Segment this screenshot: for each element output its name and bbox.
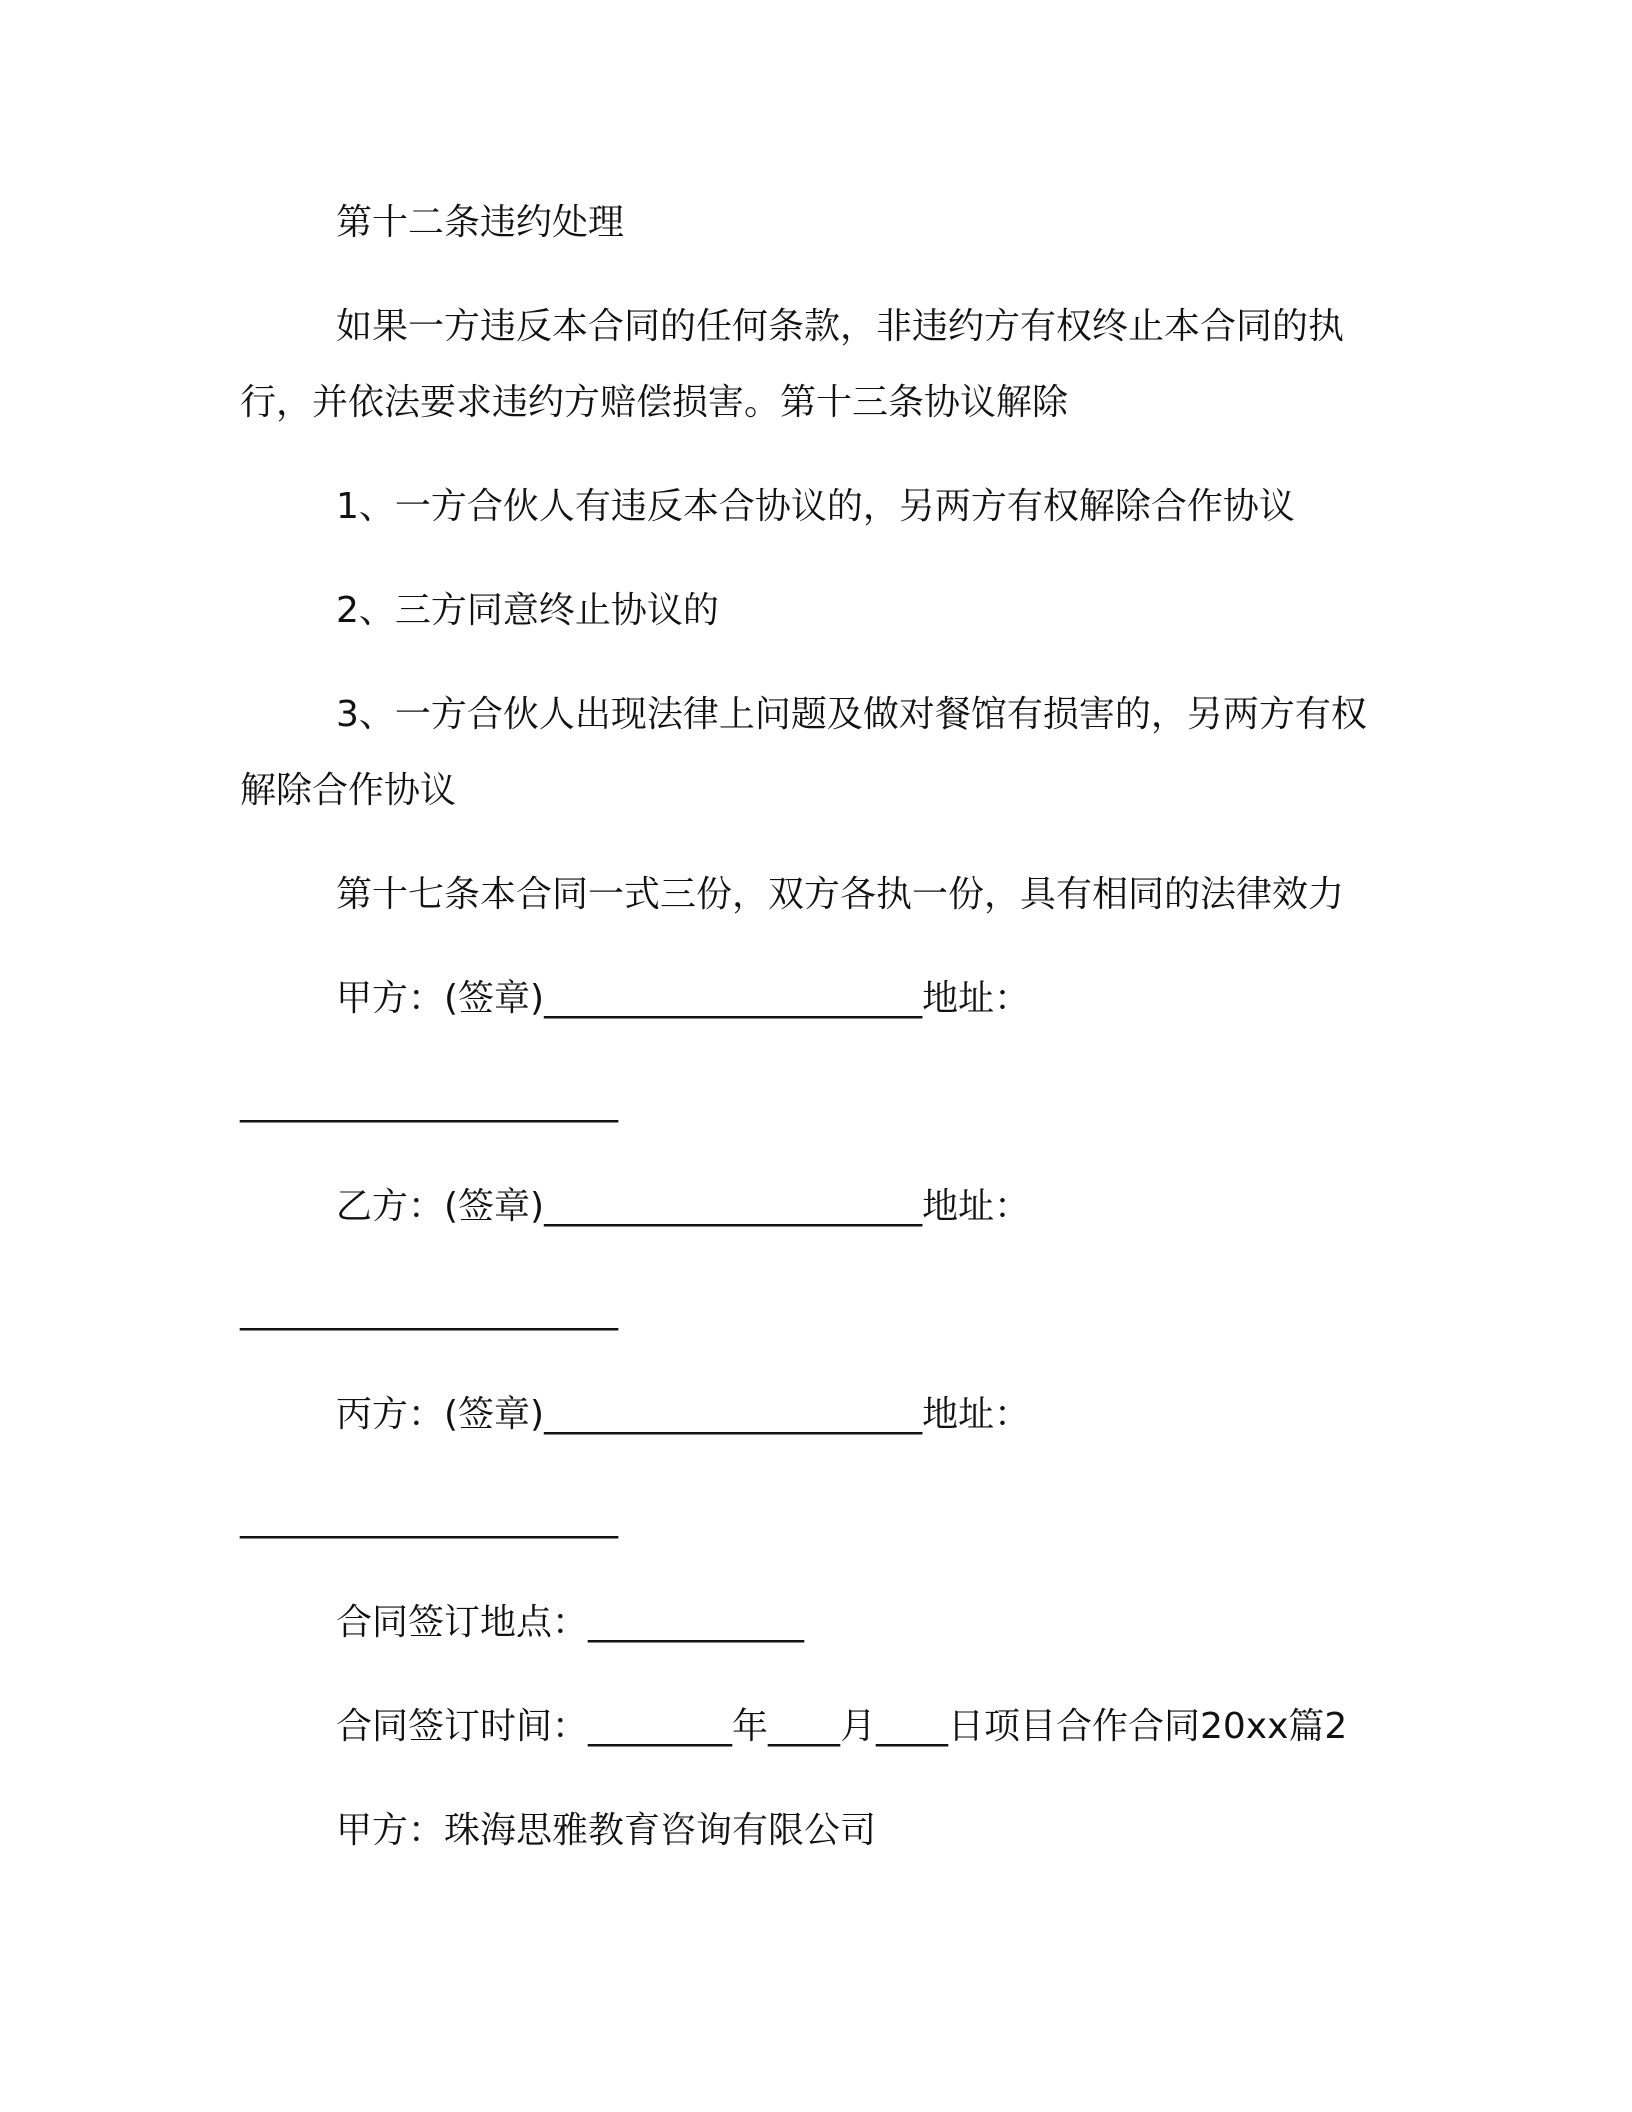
document-body	[240, 185, 1380, 1869]
termination-item-2: 2、三方同意终止协议的	[336, 590, 719, 631]
article-12-heading: 第十二条违约处理	[336, 202, 625, 243]
party-b-signature-line: 乙方：(签章)_____________________地址：	[336, 1186, 1031, 1227]
party-a-company-line: 甲方：珠海思雅教育咨询有限公司	[336, 1810, 877, 1851]
party-c-address-line: _____________________	[240, 1498, 618, 1539]
termination-item-3: 3、一方合伙人出现法律上问题及做对餐馆有损害的，另两方有权解除合作协议	[240, 694, 1367, 811]
signing-time-line: 合同签订时间：________年____月____日项目合作合同20xx篇2	[336, 1706, 1348, 1747]
party-c-signature-line: 丙方：(签章)_____________________地址：	[336, 1394, 1031, 1435]
party-a-address-line: _____________________	[240, 1082, 618, 1123]
breach-paragraph: 如果一方违反本合同的任何条款，非违约方有权终止本合同的执行，并依法要求违约方赔偿损害。第十三条协议解除	[240, 306, 1345, 423]
article-17-paragraph: 第十七条本合同一式三份，双方各执一份，具有相同的法律效力	[336, 874, 1345, 915]
party-a-signature-line: 甲方：(签章)_____________________地址：	[336, 978, 1031, 1019]
termination-item-1: 1、一方合伙人有违反本合协议的，另两方有权解除合作协议	[336, 486, 1295, 527]
signing-place-line: 合同签订地点：____________	[336, 1602, 805, 1643]
party-b-address-line: _____________________	[240, 1290, 618, 1331]
